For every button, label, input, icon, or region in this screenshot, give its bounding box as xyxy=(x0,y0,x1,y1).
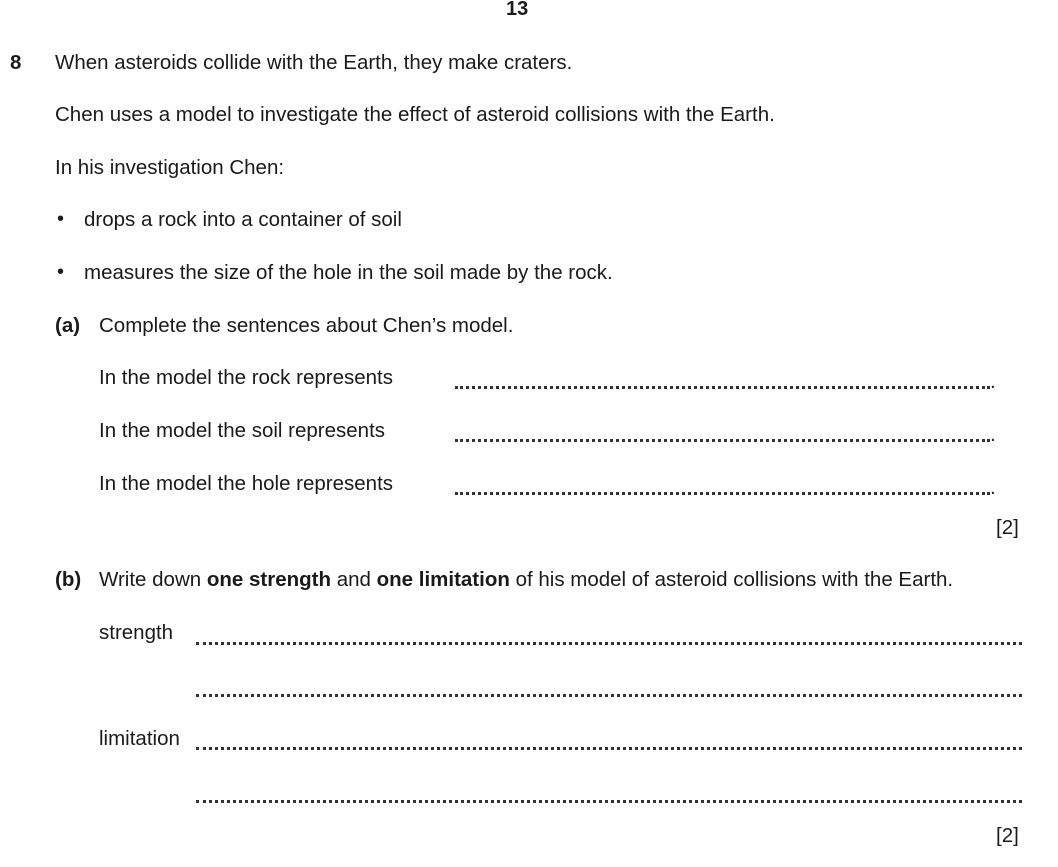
bullet-text: measures the size of the hole in the soil made by the rock. xyxy=(84,261,613,284)
question-context: Chen uses a model to investigate the effect of asteroid collisions with the Earth. xyxy=(55,103,775,126)
answer-line-limitation-2[interactable] xyxy=(196,800,1022,803)
page-number: 13 xyxy=(506,0,529,20)
instruction-bold-limitation: one limitation xyxy=(376,568,510,591)
strength-label: strength xyxy=(99,621,174,644)
part-b-label: (b) xyxy=(55,568,82,591)
instruction-bold-strength: one strength xyxy=(206,568,332,591)
question-lead-in: In his investigation Chen: xyxy=(55,156,285,179)
line-end-period: . xyxy=(990,423,996,446)
limitation-label: limitation xyxy=(99,727,180,750)
answer-line-soil[interactable] xyxy=(455,439,990,442)
part-a-marks: [2] xyxy=(996,516,1019,539)
question-intro: When asteroids collide with the Earth, they make craters. xyxy=(55,51,573,74)
bullet-icon: • xyxy=(57,261,65,283)
answer-line-limitation-1[interactable] xyxy=(196,747,1022,750)
instruction-text: Write down xyxy=(99,568,207,591)
answer-line-strength-1[interactable] xyxy=(196,642,1022,645)
sentence-hole: In the model the hole represents xyxy=(99,472,394,495)
question-number: 8 xyxy=(10,51,22,74)
answer-line-rock[interactable] xyxy=(455,386,990,389)
answer-line-strength-2[interactable] xyxy=(196,694,1022,697)
part-a-label: (a) xyxy=(55,314,81,337)
bullet-icon: • xyxy=(57,208,65,230)
line-end-period: . xyxy=(990,476,996,499)
bullet-text: drops a rock into a container of soil xyxy=(84,208,402,231)
sentence-soil: In the model the soil represents xyxy=(99,419,386,442)
instruction-text: and xyxy=(331,568,377,591)
instruction-text: of his model of asteroid collisions with the Earth. xyxy=(509,568,954,591)
sentence-rock: In the model the rock represents xyxy=(99,366,393,389)
part-b-instruction xyxy=(99,568,953,592)
part-a-instruction: Complete the sentences about Chen’s model. xyxy=(99,314,514,337)
part-b-marks: [2] xyxy=(996,824,1019,847)
answer-line-hole[interactable] xyxy=(455,492,990,495)
line-end-period: . xyxy=(990,370,996,393)
